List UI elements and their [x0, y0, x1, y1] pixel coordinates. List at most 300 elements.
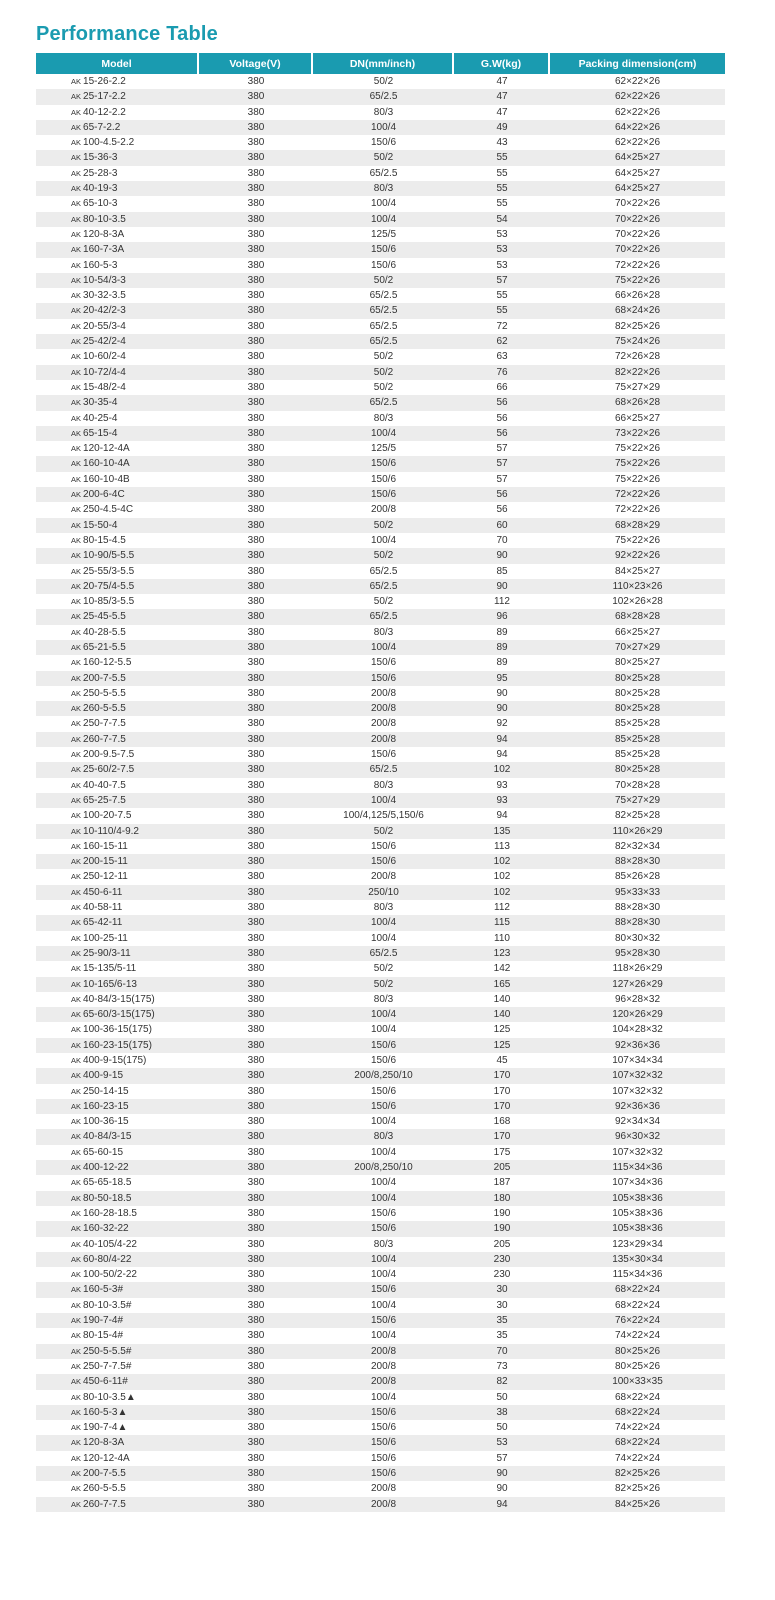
- packing-cell: 105×38×36: [550, 1191, 725, 1206]
- table-row: [36, 1497, 725, 1512]
- model-number: 160-10-4B: [83, 473, 130, 485]
- voltage-cell: 380: [199, 89, 313, 104]
- model-prefix: AK: [71, 459, 82, 469]
- model-cell: [36, 548, 199, 563]
- packing-cell: 110×26×29: [550, 824, 725, 839]
- packing-cell: 82×32×34: [550, 839, 725, 854]
- model-prefix: AK: [71, 367, 82, 377]
- header-dn: DN(mm/inch): [313, 53, 454, 74]
- model-cell: [36, 227, 199, 242]
- table-row: [36, 931, 725, 946]
- model-number: 190-7-4#: [83, 1315, 124, 1327]
- model-prefix: AK: [71, 1178, 82, 1188]
- model-prefix: AK: [71, 719, 82, 729]
- dn-cell: 200/8: [313, 1481, 454, 1496]
- model-cell: [36, 1022, 199, 1037]
- voltage-cell: 380: [199, 1298, 313, 1313]
- model-cell: [36, 778, 199, 793]
- model-prefix: AK: [71, 229, 82, 239]
- model-cell: [36, 946, 199, 961]
- voltage-cell: 380: [199, 701, 313, 716]
- voltage-cell: 380: [199, 487, 313, 502]
- table-row: [36, 762, 725, 777]
- voltage-cell: 380: [199, 839, 313, 854]
- packing-cell: 75×22×26: [550, 456, 725, 471]
- voltage-cell: 380: [199, 778, 313, 793]
- dn-cell: 65/2.5: [313, 288, 454, 303]
- weight-cell: 70: [454, 1344, 550, 1359]
- model-number: 160-23-15: [83, 1100, 129, 1112]
- model-cell: [36, 992, 199, 1007]
- model-number: 40-28-5.5: [83, 626, 126, 638]
- weight-cell: 168: [454, 1114, 550, 1129]
- voltage-cell: 380: [199, 1022, 313, 1037]
- model-cell: [36, 671, 199, 686]
- weight-cell: 45: [454, 1053, 550, 1068]
- model-number: 40-12-2.2: [83, 106, 126, 118]
- weight-cell: 205: [454, 1237, 550, 1252]
- model-cell: [36, 762, 199, 777]
- dn-cell: 200/8: [313, 686, 454, 701]
- table-row: [36, 227, 725, 242]
- packing-cell: 115×34×36: [550, 1267, 725, 1282]
- packing-cell: 92×36×36: [550, 1099, 725, 1114]
- voltage-cell: 380: [199, 1481, 313, 1496]
- model-number: 65-60-15: [83, 1146, 124, 1158]
- packing-cell: 95×33×33: [550, 885, 725, 900]
- model-cell: [36, 1282, 199, 1297]
- table-row: [36, 1084, 725, 1099]
- table-row: [36, 548, 725, 563]
- dn-cell: 100/4: [313, 1175, 454, 1190]
- packing-cell: 120×26×29: [550, 1007, 725, 1022]
- dn-cell: 50/2: [313, 548, 454, 563]
- packing-cell: 82×25×26: [550, 1466, 725, 1481]
- dn-cell: 65/2.5: [313, 303, 454, 318]
- dn-cell: 200/8: [313, 1374, 454, 1389]
- dn-cell: 100/4: [313, 640, 454, 655]
- model-prefix: AK: [71, 933, 82, 943]
- dn-cell: 200/8: [313, 869, 454, 884]
- dn-cell: 100/4: [313, 1267, 454, 1282]
- model-number: 100-36-15(175): [83, 1024, 152, 1036]
- weight-cell: 89: [454, 640, 550, 655]
- voltage-cell: 380: [199, 212, 313, 227]
- voltage-cell: 380: [199, 105, 313, 120]
- model-cell: [36, 487, 199, 502]
- voltage-cell: 380: [199, 411, 313, 426]
- table-row: [36, 334, 725, 349]
- dn-cell: 150/6: [313, 472, 454, 487]
- packing-cell: 68×22×24: [550, 1298, 725, 1313]
- weight-cell: 102: [454, 885, 550, 900]
- model-prefix: AK: [71, 1361, 82, 1371]
- model-number: 25-28-3: [83, 167, 118, 179]
- weight-cell: 57: [454, 441, 550, 456]
- model-prefix: AK: [71, 581, 82, 591]
- packing-cell: 85×25×28: [550, 732, 725, 747]
- dn-cell: 150/6: [313, 1038, 454, 1053]
- model-number: 250-14-15: [83, 1085, 129, 1097]
- model-cell: [36, 1298, 199, 1313]
- model-cell: [36, 242, 199, 257]
- dn-cell: 150/6: [313, 1084, 454, 1099]
- voltage-cell: 380: [199, 1175, 313, 1190]
- table-row: [36, 1374, 725, 1389]
- model-cell: [36, 1129, 199, 1144]
- table-row: [36, 1328, 725, 1343]
- model-cell: [36, 1038, 199, 1053]
- model-cell: [36, 319, 199, 334]
- packing-cell: 66×26×28: [550, 288, 725, 303]
- model-cell: [36, 395, 199, 410]
- table-row: [36, 395, 725, 410]
- table-row: [36, 1267, 725, 1282]
- model-prefix: AK: [71, 337, 82, 347]
- weight-cell: 170: [454, 1099, 550, 1114]
- table-row: [36, 487, 725, 502]
- weight-cell: 113: [454, 839, 550, 854]
- table-row: [36, 1099, 725, 1114]
- voltage-cell: 380: [199, 793, 313, 808]
- weight-cell: 102: [454, 854, 550, 869]
- model-cell: [36, 1252, 199, 1267]
- dn-cell: 150/6: [313, 671, 454, 686]
- packing-cell: 70×28×28: [550, 778, 725, 793]
- model-prefix: AK: [71, 1331, 82, 1341]
- weight-cell: 90: [454, 1466, 550, 1481]
- model-prefix: AK: [71, 398, 82, 408]
- voltage-cell: 380: [199, 1267, 313, 1282]
- voltage-cell: 380: [199, 242, 313, 257]
- voltage-cell: 380: [199, 1053, 313, 1068]
- model-cell: [36, 1007, 199, 1022]
- model-prefix: AK: [71, 444, 82, 454]
- packing-cell: 96×28×32: [550, 992, 725, 1007]
- packing-cell: 80×30×32: [550, 931, 725, 946]
- voltage-cell: 380: [199, 1099, 313, 1114]
- table-row: [36, 105, 725, 120]
- model-prefix: AK: [71, 811, 82, 821]
- model-number: 65-25-7.5: [83, 794, 126, 806]
- weight-cell: 92: [454, 716, 550, 731]
- packing-cell: 80×25×26: [550, 1344, 725, 1359]
- packing-cell: 74×22×24: [550, 1328, 725, 1343]
- packing-cell: 64×25×27: [550, 181, 725, 196]
- table-row: [36, 212, 725, 227]
- table-row: [36, 900, 725, 915]
- voltage-cell: 380: [199, 1145, 313, 1160]
- model-number: 80-50-18.5: [83, 1192, 132, 1204]
- voltage-cell: 380: [199, 655, 313, 670]
- model-number: 160-15-11: [83, 840, 128, 852]
- model-prefix: AK: [71, 535, 82, 545]
- voltage-cell: 380: [199, 1237, 313, 1252]
- model-number: 30-35-4: [83, 397, 118, 409]
- dn-cell: 65/2.5: [313, 89, 454, 104]
- voltage-cell: 380: [199, 365, 313, 380]
- model-cell: [36, 1191, 199, 1206]
- model-prefix: AK: [71, 275, 82, 285]
- weight-cell: 95: [454, 671, 550, 686]
- packing-cell: 80×25×28: [550, 671, 725, 686]
- model-cell: [36, 900, 199, 915]
- model-cell: [36, 349, 199, 364]
- weight-cell: 140: [454, 1007, 550, 1022]
- dn-cell: 200/8: [313, 1497, 454, 1512]
- packing-cell: 75×22×26: [550, 533, 725, 548]
- dn-cell: 100/4: [313, 533, 454, 548]
- model-cell: [36, 1221, 199, 1236]
- weight-cell: 47: [454, 89, 550, 104]
- packing-cell: 68×22×24: [550, 1282, 725, 1297]
- weight-cell: 175: [454, 1145, 550, 1160]
- dn-cell: 150/6: [313, 1435, 454, 1450]
- model-cell: [36, 212, 199, 227]
- model-cell: [36, 1145, 199, 1160]
- model-cell: [36, 579, 199, 594]
- voltage-cell: 380: [199, 1206, 313, 1221]
- model-prefix: AK: [71, 184, 82, 194]
- weight-cell: 190: [454, 1206, 550, 1221]
- model-number: 65-42-11: [83, 917, 123, 929]
- model-cell: [36, 1175, 199, 1190]
- weight-cell: 50: [454, 1420, 550, 1435]
- packing-cell: 107×34×34: [550, 1053, 725, 1068]
- packing-cell: 72×22×26: [550, 502, 725, 517]
- packing-cell: 70×22×26: [550, 227, 725, 242]
- voltage-cell: 380: [199, 227, 313, 242]
- model-prefix: AK: [71, 1392, 82, 1402]
- packing-cell: 92×34×34: [550, 1114, 725, 1129]
- model-cell: [36, 686, 199, 701]
- dn-cell: 100/4: [313, 1191, 454, 1206]
- weight-cell: 57: [454, 1451, 550, 1466]
- dn-cell: 150/6: [313, 854, 454, 869]
- model-number: 15-36-3: [83, 152, 118, 164]
- voltage-cell: 380: [199, 518, 313, 533]
- model-prefix: AK: [71, 826, 82, 836]
- model-cell: [36, 105, 199, 120]
- table-row: [36, 686, 725, 701]
- packing-cell: 62×22×26: [550, 74, 725, 89]
- weight-cell: 115: [454, 915, 550, 930]
- table-row: [36, 365, 725, 380]
- voltage-cell: 380: [199, 1282, 313, 1297]
- weight-cell: 90: [454, 1481, 550, 1496]
- model-prefix: AK: [71, 979, 82, 989]
- dn-cell: 150/6: [313, 1313, 454, 1328]
- table-row: [36, 977, 725, 992]
- table-row: [36, 808, 725, 823]
- table-row: [36, 533, 725, 548]
- model-number: 120-8-3A: [83, 1437, 125, 1449]
- model-prefix: AK: [71, 474, 82, 484]
- packing-cell: 66×25×27: [550, 411, 725, 426]
- model-prefix: AK: [71, 153, 82, 163]
- header-packing-dimension: Packing dimension(cm): [550, 53, 725, 74]
- model-cell: [36, 655, 199, 670]
- dn-cell: 200/8: [313, 1344, 454, 1359]
- dn-cell: 150/6: [313, 747, 454, 762]
- model-cell: [36, 1328, 199, 1343]
- model-number: 65-7-2.2: [83, 121, 121, 133]
- packing-cell: 75×22×26: [550, 273, 725, 288]
- voltage-cell: 380: [199, 1252, 313, 1267]
- packing-cell: 62×22×26: [550, 105, 725, 120]
- model-number: 250-12-11: [83, 871, 128, 883]
- dn-cell: 100/4: [313, 931, 454, 946]
- model-number: 450-6-11#: [83, 1376, 128, 1388]
- table-row: [36, 594, 725, 609]
- model-number: 260-5-5.5: [83, 1483, 126, 1495]
- table-row: [36, 120, 725, 135]
- weight-cell: 85: [454, 564, 550, 579]
- voltage-cell: 380: [199, 395, 313, 410]
- model-number: 60-80/4-22: [83, 1253, 132, 1265]
- weight-cell: 55: [454, 196, 550, 211]
- model-cell: [36, 701, 199, 716]
- table-row: [36, 181, 725, 196]
- dn-cell: 100/4: [313, 1252, 454, 1267]
- model-prefix: AK: [71, 627, 82, 637]
- model-number: 10-85/3-5.5: [83, 596, 135, 608]
- model-number: 100-20-7.5: [83, 810, 132, 822]
- weight-cell: 56: [454, 487, 550, 502]
- voltage-cell: 380: [199, 1221, 313, 1236]
- dn-cell: 150/6: [313, 1466, 454, 1481]
- model-number: 65-21-5.5: [83, 641, 126, 653]
- model-prefix: AK: [71, 520, 82, 530]
- model-number: 200-9.5-7.5: [83, 749, 135, 761]
- model-prefix: AK: [71, 780, 82, 790]
- packing-cell: 107×34×36: [550, 1175, 725, 1190]
- packing-cell: 105×38×36: [550, 1221, 725, 1236]
- model-cell: [36, 196, 199, 211]
- model-number: 250-7-7.5: [83, 718, 126, 730]
- model-prefix: AK: [71, 597, 82, 607]
- table-row: [36, 1022, 725, 1037]
- table-row: [36, 1038, 725, 1053]
- model-prefix: AK: [71, 77, 82, 86]
- packing-cell: 62×22×26: [550, 89, 725, 104]
- model-number: 40-84/3-15: [83, 1131, 132, 1143]
- packing-cell: 70×22×26: [550, 212, 725, 227]
- voltage-cell: 380: [199, 1007, 313, 1022]
- model-prefix: AK: [71, 1208, 82, 1218]
- packing-cell: 115×34×36: [550, 1160, 725, 1175]
- weight-cell: 187: [454, 1175, 550, 1190]
- model-number: 20-55/3-4: [83, 320, 126, 332]
- model-cell: [36, 502, 199, 517]
- model-number: 100-50/2-22: [83, 1269, 137, 1281]
- model-cell: [36, 1344, 199, 1359]
- table-row: [36, 380, 725, 395]
- packing-cell: 80×25×27: [550, 655, 725, 670]
- weight-cell: 89: [454, 625, 550, 640]
- model-number: 40-19-3: [83, 183, 118, 195]
- dn-cell: 100/4: [313, 1022, 454, 1037]
- weight-cell: 140: [454, 992, 550, 1007]
- model-prefix: AK: [71, 658, 82, 668]
- model-prefix: AK: [71, 795, 82, 805]
- table-row: [36, 1206, 725, 1221]
- dn-cell: 150/6: [313, 1405, 454, 1420]
- model-cell: [36, 1451, 199, 1466]
- model-prefix: AK: [71, 918, 82, 928]
- model-prefix: AK: [71, 352, 82, 362]
- table-row: [36, 961, 725, 976]
- voltage-cell: 380: [199, 885, 313, 900]
- model-number: 120-12-4A: [83, 1452, 130, 1464]
- model-cell: [36, 931, 199, 946]
- dn-cell: 100/4: [313, 1328, 454, 1343]
- model-cell: [36, 1099, 199, 1114]
- dn-cell: 50/2: [313, 380, 454, 395]
- voltage-cell: 380: [199, 380, 313, 395]
- packing-cell: 80×25×28: [550, 686, 725, 701]
- weight-cell: 63: [454, 349, 550, 364]
- table-row: [36, 640, 725, 655]
- voltage-cell: 380: [199, 349, 313, 364]
- weight-cell: 90: [454, 548, 550, 563]
- table-row: [36, 1282, 725, 1297]
- model-cell: [36, 1114, 199, 1129]
- model-cell: [36, 747, 199, 762]
- table-row: [36, 839, 725, 854]
- packing-cell: 96×30×32: [550, 1129, 725, 1144]
- packing-cell: 73×22×26: [550, 426, 725, 441]
- model-cell: [36, 977, 199, 992]
- table-row: [36, 946, 725, 961]
- packing-cell: 95×28×30: [550, 946, 725, 961]
- dn-cell: 65/2.5: [313, 579, 454, 594]
- table-row: [36, 869, 725, 884]
- voltage-cell: 380: [199, 1038, 313, 1053]
- weight-cell: 230: [454, 1252, 550, 1267]
- weight-cell: 142: [454, 961, 550, 976]
- dn-cell: 150/6: [313, 258, 454, 273]
- model-prefix: AK: [71, 490, 82, 500]
- model-cell: [36, 640, 199, 655]
- model-cell: [36, 258, 199, 273]
- packing-cell: 92×22×26: [550, 548, 725, 563]
- model-prefix: AK: [71, 1147, 82, 1157]
- voltage-cell: 380: [199, 1497, 313, 1512]
- table-row: [36, 456, 725, 471]
- model-number: 25-60/2-7.5: [83, 764, 135, 776]
- dn-cell: 150/6: [313, 1053, 454, 1068]
- table-row: [36, 1390, 725, 1405]
- model-prefix: AK: [71, 1056, 82, 1065]
- model-prefix: AK: [71, 750, 82, 760]
- model-cell: [36, 74, 199, 89]
- model-prefix: AK: [71, 122, 82, 132]
- table-row: [36, 273, 725, 288]
- model-number: 160-32-22: [83, 1223, 129, 1235]
- model-prefix: AK: [71, 1270, 82, 1280]
- table-row: [36, 1114, 725, 1129]
- model-number: 65-60/3-15(175): [83, 1009, 155, 1021]
- voltage-cell: 380: [199, 671, 313, 686]
- model-number: 80-10-3.5▲: [83, 1391, 136, 1403]
- dn-cell: 150/6: [313, 1282, 454, 1297]
- voltage-cell: 380: [199, 472, 313, 487]
- model-cell: [36, 1435, 199, 1450]
- voltage-cell: 380: [199, 732, 313, 747]
- weight-cell: 56: [454, 411, 550, 426]
- table-row: [36, 609, 725, 624]
